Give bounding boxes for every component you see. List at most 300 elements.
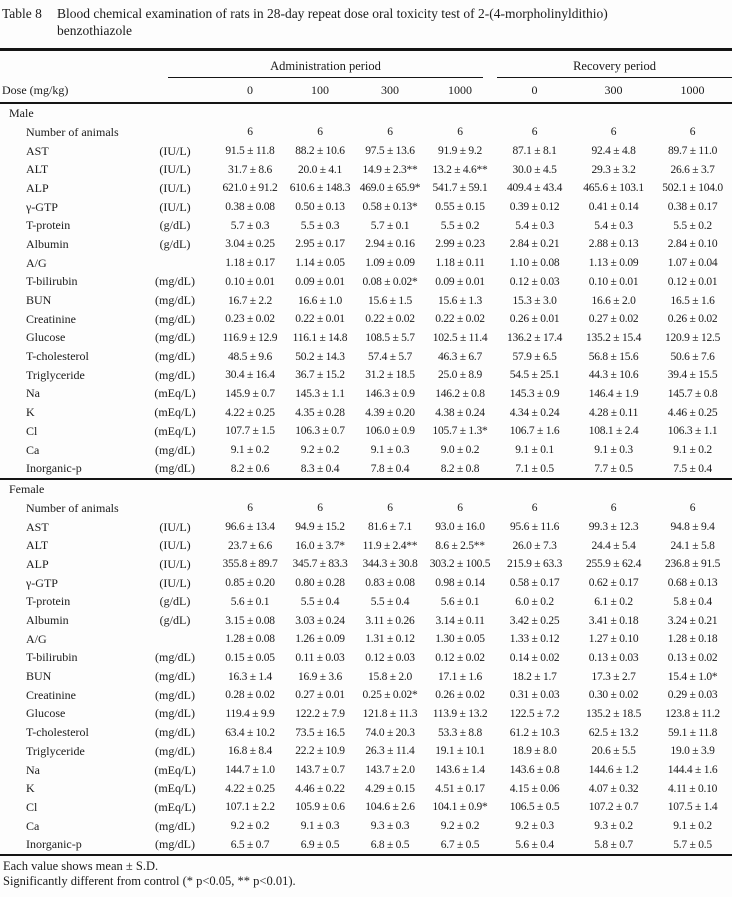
value-cell: 135.2 ± 15.4	[586, 331, 642, 344]
value-cell: 0.98 ± 0.14	[435, 577, 485, 590]
value-cell: 0.27 ± 0.02	[588, 313, 639, 326]
value-cell: 146.3 ± 0.9	[365, 387, 415, 400]
value-cell: 0.14 ± 0.02	[509, 651, 560, 664]
value-cell: 1.28 ± 0.08	[225, 633, 275, 646]
value-cell: 344.3 ± 30.8	[362, 558, 418, 571]
value-cell: 7.5 ± 0.4	[673, 462, 712, 475]
table-row	[0, 123, 732, 142]
value-cell: 1.13 ± 0.09	[588, 257, 639, 270]
value-cell: 91.5 ± 11.8	[225, 145, 275, 158]
value-cell: 107.5 ± 1.4	[667, 801, 718, 814]
value-cell: 16.3 ± 1.4	[227, 670, 273, 683]
value-cell: 1.33 ± 0.12	[509, 633, 560, 646]
value-cell: 502.1 ± 104.0	[662, 182, 723, 195]
section-row-male	[0, 103, 732, 123]
table-row	[0, 723, 732, 742]
value-cell: 95.6 ± 11.6	[509, 521, 560, 534]
parameter-unit: (mg/dL)	[155, 311, 195, 326]
value-cell: 144.4 ± 1.6	[667, 764, 718, 777]
table-row	[0, 798, 732, 817]
table-row	[0, 329, 732, 348]
value-cell: 0.58 ± 0.17	[509, 577, 560, 590]
parameter-name: Na	[26, 386, 40, 401]
value-cell: 57.4 ± 5.7	[367, 350, 413, 363]
value-cell: 0.13 ± 0.03	[588, 651, 639, 664]
value-cell: 24.1 ± 5.8	[670, 539, 715, 552]
value-cell: 17.3 ± 2.7	[591, 670, 636, 683]
value-cell: 11.9 ± 2.4**	[362, 539, 418, 552]
value-cell: 0.28 ± 0.02	[225, 689, 275, 702]
value-cell: 61.2 ± 10.3	[509, 726, 560, 739]
parameter-name: Creatinine	[26, 311, 76, 326]
table-row	[0, 667, 732, 686]
group-row-spacer	[0, 50, 135, 79]
value-cell: 0.22 ± 0.02	[435, 313, 485, 326]
value-cell: 107.2 ± 0.7	[588, 801, 639, 814]
table-row	[0, 536, 732, 555]
parameter-unit: (mg/dL)	[155, 669, 195, 684]
parameter-unit: (mg/dL)	[155, 442, 195, 457]
parameter-unit	[135, 630, 215, 649]
value-cell: 144.7 ± 1.0	[225, 764, 275, 777]
value-cell: 97.5 ± 13.6	[365, 145, 415, 158]
caption-line-1: Blood chemical examination of rats in 28-day repeat dose oral toxicity test of 2-(4-morpholinyldithio)	[57, 6, 608, 21]
value-cell: 0.12 ± 0.02	[435, 651, 485, 664]
parameter-name: Inorganic-p	[26, 461, 82, 476]
value-cell: 0.41 ± 0.14	[588, 201, 639, 214]
value-cell: 18.2 ± 1.7	[512, 670, 557, 683]
parameter-name: Number of animals	[26, 500, 119, 515]
caption-line-2: benzothiazole	[57, 23, 132, 38]
value-cell: 236.8 ± 91.5	[665, 558, 721, 571]
parameter-name: T-bilirubin	[26, 274, 78, 289]
value-cell: 39.4 ± 15.5	[667, 369, 718, 382]
parameter-unit: (mg/dL)	[155, 743, 195, 758]
value-cell: 2.95 ± 0.17	[295, 238, 345, 251]
value-cell: 0.38 ± 0.17	[667, 201, 718, 214]
value-cell: 136.2 ± 17.4	[507, 331, 563, 344]
value-cell: 0.12 ± 0.03	[365, 651, 415, 664]
value-cell: 4.11 ± 0.10	[667, 782, 718, 795]
value-cell: 6	[457, 502, 463, 515]
value-cell: 0.22 ± 0.02	[365, 313, 415, 326]
parameter-name: K	[26, 781, 35, 796]
value-cell: 6.9 ± 0.5	[300, 838, 340, 851]
table-number: Table 8	[2, 6, 42, 21]
dose-recovery-0: 0	[495, 78, 574, 103]
section-row-female	[0, 479, 732, 499]
value-cell: 144.6 ± 1.2	[588, 764, 639, 777]
table-row	[0, 366, 732, 385]
parameter-name: BUN	[26, 293, 52, 308]
value-cell: 0.10 ± 0.01	[588, 275, 639, 288]
value-cell: 9.3 ± 0.3	[370, 820, 410, 833]
value-cell: 145.3 ± 0.9	[509, 387, 560, 400]
table-row	[0, 347, 732, 366]
value-cell: 0.22 ± 0.01	[295, 313, 345, 326]
value-cell: 50.6 ± 7.6	[670, 350, 715, 363]
parameter-unit: (mEq/L)	[154, 405, 196, 420]
value-cell: 15.3 ± 3.0	[512, 294, 557, 307]
parameter-unit: (IU/L)	[159, 143, 191, 158]
value-cell: 5.6 ± 0.4	[515, 838, 554, 851]
value-cell: 0.12 ± 0.01	[667, 275, 718, 288]
value-cell: 22.2 ± 10.9	[295, 745, 345, 758]
table-row	[0, 459, 732, 479]
value-cell: 541.7 ± 59.1	[432, 182, 488, 195]
value-cell: 6	[457, 126, 463, 139]
value-cell: 1.14 ± 0.05	[295, 257, 345, 270]
value-cell: 5.4 ± 0.3	[594, 219, 633, 232]
value-cell: 2.84 ± 0.21	[509, 238, 560, 251]
value-cell: 6.5 ± 0.7	[230, 838, 270, 851]
parameter-unit: (mEq/L)	[154, 423, 196, 438]
value-cell: 215.9 ± 63.3	[507, 558, 563, 571]
table-row	[0, 593, 732, 612]
value-cell: 96.6 ± 13.4	[225, 521, 275, 534]
value-cell: 6.0 ± 0.2	[515, 595, 554, 608]
value-cell: 99.3 ± 12.3	[588, 521, 639, 534]
value-cell: 50.2 ± 14.3	[295, 350, 345, 363]
table-row	[0, 499, 732, 518]
parameter-unit	[135, 499, 215, 518]
parameter-name: ALP	[26, 556, 49, 571]
value-cell: 9.1 ± 0.3	[370, 444, 410, 457]
value-cell: 0.29 ± 0.03	[667, 689, 718, 702]
value-cell: 91.9 ± 9.2	[437, 145, 483, 158]
value-cell: 6	[247, 502, 253, 515]
table-row	[0, 686, 732, 705]
value-cell: 0.09 ± 0.01	[435, 275, 485, 288]
value-cell: 143.7 ± 2.0	[365, 764, 415, 777]
parameter-unit	[135, 254, 215, 273]
parameter-unit: (mg/dL)	[155, 837, 195, 852]
footnotes	[0, 859, 732, 889]
value-cell: 54.5 ± 25.1	[509, 369, 560, 382]
value-cell: 5.5 ± 0.3	[300, 219, 340, 232]
table-row	[0, 649, 732, 668]
table-header	[0, 50, 732, 104]
value-cell: 5.4 ± 0.3	[515, 219, 554, 232]
value-cell: 9.2 ± 0.3	[515, 820, 554, 833]
value-cell: 25.0 ± 8.9	[437, 369, 483, 382]
value-cell: 143.7 ± 0.7	[295, 764, 345, 777]
value-cell: 6	[689, 126, 696, 139]
value-cell: 16.9 ± 3.6	[297, 670, 343, 683]
value-cell: 48.5 ± 9.6	[227, 350, 273, 363]
parameter-unit: (g/dL)	[159, 218, 191, 233]
value-cell: 0.55 ± 0.15	[435, 201, 485, 214]
table-row	[0, 705, 732, 724]
parameter-unit	[135, 123, 215, 142]
value-cell: 3.11 ± 0.26	[365, 614, 415, 627]
value-cell: 106.3 ± 1.1	[667, 425, 718, 438]
value-cell: 31.2 ± 18.5	[365, 369, 415, 382]
value-cell: 93.0 ± 16.0	[435, 521, 485, 534]
value-cell: 5.5 ± 0.2	[440, 219, 480, 232]
value-cell: 92.4 ± 4.8	[591, 145, 636, 158]
value-cell: 119.4 ± 9.9	[225, 707, 275, 720]
dose-row	[0, 78, 732, 103]
parameter-name: Creatinine	[26, 687, 76, 702]
value-cell: 9.2 ± 0.2	[440, 820, 480, 833]
value-cell: 104.1 ± 0.9*	[432, 801, 488, 814]
value-cell: 4.07 ± 0.32	[588, 782, 639, 795]
value-cell: 146.4 ± 1.9	[588, 387, 639, 400]
table-row	[0, 518, 732, 537]
value-cell: 3.24 ± 0.21	[667, 614, 718, 627]
table-row	[0, 403, 732, 422]
value-cell: 4.22 ± 0.25	[225, 782, 275, 795]
parameter-unit: (mEq/L)	[154, 762, 196, 777]
value-cell: 409.4 ± 43.4	[507, 182, 563, 195]
value-cell: 0.83 ± 0.08	[365, 577, 415, 590]
value-cell: 116.9 ± 12.9	[222, 331, 278, 344]
value-cell: 1.30 ± 0.05	[435, 633, 485, 646]
parameter-name: ALT	[26, 162, 49, 177]
parameter-unit: (mg/dL)	[155, 349, 195, 364]
parameter-name: Glucose	[26, 330, 66, 345]
value-cell: 5.7 ± 0.3	[230, 219, 270, 232]
value-cell: 94.8 ± 9.4	[670, 521, 715, 534]
table-row	[0, 761, 732, 780]
value-cell: 121.8 ± 11.3	[362, 707, 418, 720]
value-cell: 88.2 ± 10.6	[295, 145, 345, 158]
parameter-unit: (g/dL)	[159, 594, 191, 609]
value-cell: 16.6 ± 1.0	[297, 294, 343, 307]
value-cell: 3.15 ± 0.08	[225, 614, 275, 627]
table-row	[0, 142, 732, 161]
dose-recovery-300: 300	[574, 78, 653, 103]
value-cell: 0.62 ± 0.17	[588, 577, 639, 590]
table-row	[0, 179, 732, 198]
table-row	[0, 310, 732, 329]
value-cell: 62.5 ± 13.2	[588, 726, 639, 739]
value-cell: 6.7 ± 0.5	[440, 838, 480, 851]
value-cell: 9.1 ± 0.3	[594, 444, 633, 457]
parameter-unit: (mEq/L)	[154, 386, 196, 401]
parameter-unit: (mg/dL)	[155, 650, 195, 665]
table-title	[0, 0, 732, 39]
value-cell: 6	[531, 502, 538, 515]
value-cell: 13.2 ± 4.6**	[432, 163, 488, 176]
value-cell: 2.84 ± 0.10	[667, 238, 718, 251]
value-cell: 26.6 ± 3.7	[670, 163, 715, 176]
value-cell: 4.46 ± 0.22	[295, 782, 345, 795]
value-cell: 106.3 ± 0.7	[295, 425, 345, 438]
parameter-unit: (mg/dL)	[155, 293, 195, 308]
parameter-name: Albumin	[26, 236, 69, 251]
value-cell: 6	[387, 126, 393, 139]
parameter-name: Number of animals	[26, 124, 119, 139]
value-cell: 0.23 ± 0.02	[225, 313, 275, 326]
value-cell: 8.2 ± 0.6	[230, 462, 270, 475]
value-cell: 16.0 ± 3.7*	[295, 539, 345, 552]
table-row	[0, 817, 732, 836]
parameter-unit: (g/dL)	[159, 613, 191, 628]
value-cell: 107.7 ± 1.5	[225, 425, 275, 438]
value-cell: 3.14 ± 0.11	[435, 614, 485, 627]
value-cell: 3.03 ± 0.24	[295, 614, 345, 627]
value-cell: 0.12 ± 0.03	[509, 275, 560, 288]
value-cell: 145.7 ± 0.8	[667, 387, 718, 400]
parameter-unit: (mEq/L)	[154, 781, 196, 796]
value-cell: 44.3 ± 10.6	[588, 369, 639, 382]
value-cell: 143.6 ± 1.4	[435, 764, 485, 777]
value-cell: 6	[317, 502, 323, 515]
value-cell: 16.6 ± 2.0	[591, 294, 636, 307]
parameter-unit: (IU/L)	[159, 519, 191, 534]
parameter-name: γ-GTP	[26, 199, 58, 214]
value-cell: 46.3 ± 6.7	[437, 350, 483, 363]
table-row	[0, 216, 732, 235]
table-row	[0, 291, 732, 310]
value-cell: 122.5 ± 7.2	[509, 707, 560, 720]
value-cell: 5.6 ± 0.1	[440, 595, 480, 608]
value-cell: 15.8 ± 2.0	[367, 670, 413, 683]
table-row	[0, 235, 732, 254]
parameter-unit: (IU/L)	[159, 575, 191, 590]
value-cell: 2.94 ± 0.16	[365, 238, 415, 251]
parameter-name: Na	[26, 762, 40, 777]
value-cell: 15.6 ± 1.3	[437, 294, 483, 307]
parameter-unit: (mg/dL)	[155, 725, 195, 740]
section-label-male: Male	[9, 106, 34, 120]
parameter-name: Ca	[26, 442, 40, 457]
value-cell: 5.8 ± 0.7	[594, 838, 633, 851]
value-cell: 113.9 ± 13.2	[432, 707, 488, 720]
dose-admin-1000: 1000	[425, 78, 495, 103]
value-cell: 16.7 ± 2.2	[227, 294, 273, 307]
value-cell: 1.27 ± 0.10	[588, 633, 639, 646]
value-cell: 0.11 ± 0.03	[295, 651, 345, 664]
value-cell: 6	[610, 502, 617, 515]
period-group-row	[0, 50, 732, 79]
parameter-name: Triglyceride	[26, 367, 85, 382]
value-cell: 0.85 ± 0.20	[225, 577, 275, 590]
value-cell: 255.9 ± 62.4	[586, 558, 642, 571]
parameter-name: Albumin	[26, 613, 69, 628]
value-cell: 0.27 ± 0.01	[295, 689, 345, 702]
dose-recovery-1000: 1000	[653, 78, 732, 103]
parameter-unit: (IU/L)	[159, 162, 191, 177]
value-cell: 30.0 ± 4.5	[512, 163, 557, 176]
value-cell: 0.31 ± 0.03	[509, 689, 560, 702]
value-cell: 345.7 ± 83.3	[292, 558, 348, 571]
value-cell: 9.1 ± 0.3	[300, 820, 340, 833]
value-cell: 1.26 ± 0.09	[295, 633, 345, 646]
value-cell: 5.7 ± 0.1	[370, 219, 410, 232]
parameter-unit: (mg/dL)	[155, 687, 195, 702]
value-cell: 7.1 ± 0.5	[515, 462, 554, 475]
value-cell: 15.4 ± 1.0*	[667, 670, 718, 683]
value-cell: 5.6 ± 0.1	[230, 595, 270, 608]
parameter-name: Inorganic-p	[26, 837, 82, 852]
parameter-name: T-cholesterol	[26, 725, 89, 740]
value-cell: 0.30 ± 0.02	[588, 689, 639, 702]
value-cell: 106.7 ± 1.6	[509, 425, 560, 438]
value-cell: 3.42 ± 0.25	[509, 614, 560, 627]
value-cell: 9.2 ± 0.2	[230, 820, 270, 833]
parameter-name: γ-GTP	[26, 575, 58, 590]
value-cell: 9.1 ± 0.2	[230, 444, 270, 457]
value-cell: 116.1 ± 14.8	[292, 331, 348, 344]
value-cell: 0.50 ± 0.13	[295, 201, 345, 214]
parameter-name: AST	[26, 143, 49, 158]
table-row	[0, 555, 732, 574]
value-cell: 108.5 ± 5.7	[365, 331, 415, 344]
value-cell: 87.1 ± 8.1	[512, 145, 557, 158]
value-cell: 15.6 ± 1.5	[367, 294, 413, 307]
parameter-name: A/G	[26, 255, 47, 270]
parameter-name: T-cholesterol	[26, 349, 89, 364]
value-cell: 1.31 ± 0.12	[365, 633, 415, 646]
value-cell: 0.13 ± 0.02	[667, 651, 718, 664]
parameter-name: BUN	[26, 669, 52, 684]
parameter-name: T-protein	[26, 218, 71, 233]
value-cell: 6	[531, 126, 538, 139]
value-cell: 3.04 ± 0.25	[225, 238, 275, 251]
value-cell: 81.6 ± 7.1	[367, 521, 413, 534]
value-cell: 9.1 ± 0.1	[515, 444, 554, 457]
parameter-name: Ca	[26, 818, 40, 833]
value-cell: 26.3 ± 11.4	[365, 745, 415, 758]
value-cell: 1.18 ± 0.17	[225, 257, 275, 270]
value-cell: 6.8 ± 0.5	[370, 838, 410, 851]
parameter-name: T-protein	[26, 594, 71, 609]
value-cell: 104.6 ± 2.6	[365, 801, 415, 814]
value-cell: 0.68 ± 0.13	[667, 577, 718, 590]
value-cell: 0.58 ± 0.13*	[362, 201, 418, 214]
value-cell: 1.18 ± 0.11	[435, 257, 485, 270]
value-cell: 0.38 ± 0.08	[225, 201, 275, 214]
value-cell: 4.51 ± 0.17	[435, 782, 485, 795]
value-cell: 469.0 ± 65.9*	[359, 182, 421, 195]
value-cell: 6.1 ± 0.2	[594, 595, 633, 608]
value-cell: 4.46 ± 0.25	[667, 406, 718, 419]
value-cell: 146.2 ± 0.8	[435, 387, 485, 400]
parameter-name: ALP	[26, 180, 49, 195]
value-cell: 135.2 ± 18.5	[586, 707, 642, 720]
recovery-period-header: Recovery period	[497, 59, 732, 78]
table-row	[0, 835, 732, 855]
value-cell: 1.07 ± 0.04	[667, 257, 718, 270]
value-cell: 122.2 ± 7.9	[295, 707, 345, 720]
value-cell: 145.9 ± 0.7	[225, 387, 275, 400]
value-cell: 105.9 ± 0.6	[295, 801, 345, 814]
value-cell: 7.8 ± 0.4	[370, 462, 410, 475]
value-cell: 145.3 ± 1.1	[295, 387, 345, 400]
dose-admin-0: 0	[215, 78, 285, 103]
parameter-name: ALT	[26, 538, 49, 553]
value-cell: 108.1 ± 2.4	[588, 425, 639, 438]
value-cell: 4.39 ± 0.20	[365, 406, 415, 419]
parameter-unit: (mg/dL)	[155, 706, 195, 721]
value-cell: 621.0 ± 91.2	[222, 182, 278, 195]
value-cell: 0.09 ± 0.01	[295, 275, 345, 288]
value-cell: 19.1 ± 10.1	[435, 745, 485, 758]
footnote-mean-sd: Each value shows mean ± S.D.	[3, 859, 159, 874]
value-cell: 106.0 ± 0.9	[365, 425, 415, 438]
value-cell: 5.8 ± 0.4	[673, 595, 712, 608]
value-cell: 6	[247, 126, 253, 139]
footnote-significance: Significantly different from control (* p<0.05, ** p<0.01).	[3, 874, 296, 889]
value-cell: 0.08 ± 0.02*	[362, 275, 418, 288]
value-cell: 6	[689, 502, 696, 515]
value-cell: 31.7 ± 8.6	[227, 163, 273, 176]
table-row	[0, 198, 732, 217]
value-cell: 6	[317, 126, 323, 139]
